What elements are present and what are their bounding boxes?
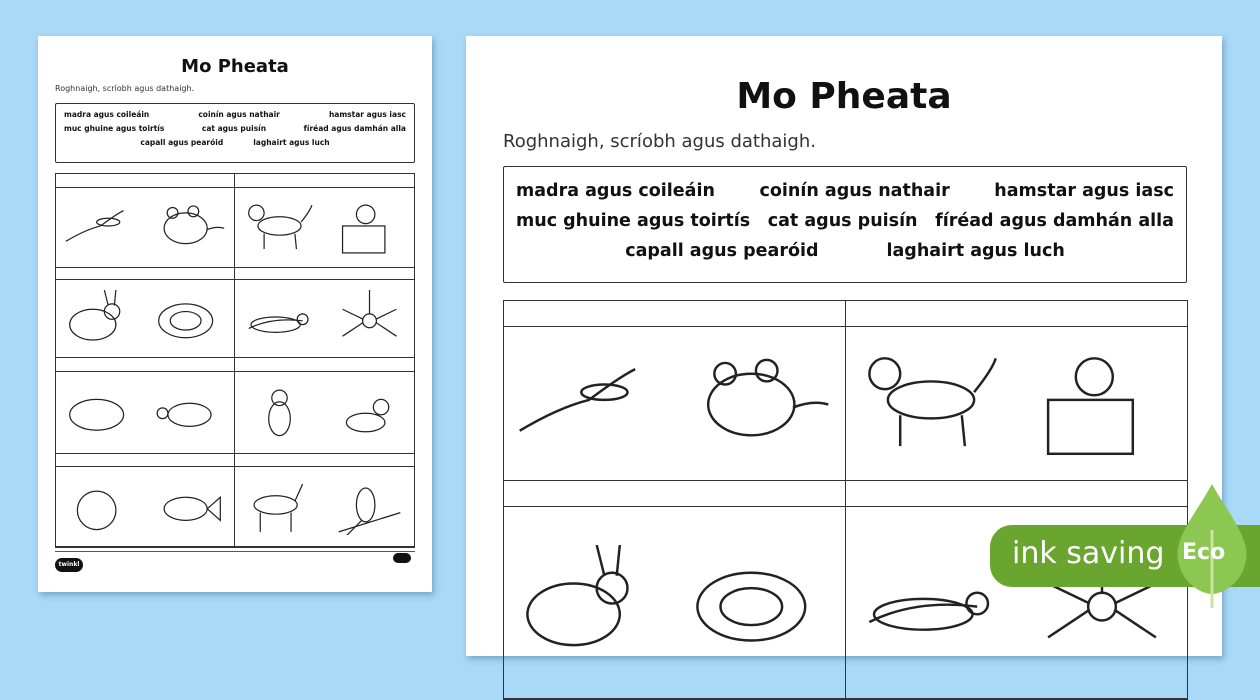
picture-cell [56,188,235,268]
picture-grid [55,173,415,548]
puppy-drawing [1025,346,1179,462]
lizard-drawing [512,346,666,462]
name-write-box[interactable] [504,301,846,327]
word: capall agus pearóid [625,241,819,261]
word: madra agus coileáin [516,181,715,201]
guinea-pig-drawing [62,384,139,442]
word: cat agus puisín [767,211,918,231]
mouse-drawing [682,346,836,462]
picture-cell [846,327,1188,481]
name-write-box[interactable] [235,454,414,467]
twinkl-logo: twinkl [55,558,83,572]
name-write-box[interactable] [504,481,846,507]
picture-cell [235,372,414,454]
ferret-drawing [241,290,318,348]
picture-cell [235,467,414,547]
word: hamstar agus iasc [994,181,1174,201]
rabbit-drawing [62,290,139,348]
tortoise-drawing [151,384,228,442]
dog-drawing [241,199,318,257]
name-write-box[interactable] [56,454,235,467]
name-write-box[interactable] [235,268,414,280]
fish-drawing [151,478,228,536]
word: muc ghuine agus toirtís [64,124,165,133]
word: fíréad agus damhán alla [303,124,406,133]
ink-saving-label: ink saving [1012,536,1165,571]
rabbit-drawing [512,545,666,661]
dog-drawing [854,346,1008,462]
page-title: Mo Pheata [181,56,289,77]
picture-grid [503,300,1188,700]
picture-cell [504,507,846,699]
picture-cell [56,467,235,547]
lizard-drawing [62,199,139,257]
parrot-drawing [331,478,408,536]
name-write-box[interactable] [56,174,235,188]
snake-drawing [151,290,228,348]
cat-drawing [241,384,318,442]
word: muc ghuine agus toirtís [516,211,751,231]
word: laghairt agus luch [253,138,330,147]
horse-drawing [241,478,318,536]
name-write-box[interactable] [56,268,235,280]
instruction: Roghnaigh, scríobh agus dathaigh. [55,84,195,93]
picture-cell [56,372,235,454]
page-title: Mo Pheata [736,76,952,117]
word: coinín agus nathair [198,110,280,119]
name-write-box[interactable] [56,358,235,372]
word: madra agus coileáin [64,110,150,119]
word-bank [503,166,1187,283]
name-write-box[interactable] [235,174,414,188]
hamster-drawing [62,478,139,536]
spider-drawing [331,290,408,348]
word: cat agus puisín [201,124,267,133]
puppy-drawing [331,199,408,257]
picture-cell [235,188,414,268]
twinkl-logo-small [393,553,411,563]
kitten-drawing [331,384,408,442]
picture-cell [56,280,235,358]
word: fíréad agus damhán alla [935,211,1174,231]
word: coinín agus nathair [759,181,950,201]
mouse-drawing [151,199,228,257]
name-write-box[interactable] [846,481,1188,507]
word: capall agus pearóid [140,138,224,147]
word-bank [55,103,415,163]
name-write-box[interactable] [235,358,414,372]
worksheet-thumbnail [38,36,432,592]
ferret-drawing [854,545,1008,661]
instruction: Roghnaigh, scríobh agus dathaigh. [503,131,816,152]
word: laghairt agus luch [886,241,1065,261]
eco-label: Eco [1182,540,1226,565]
picture-cell [504,327,846,481]
picture-cell [235,280,414,358]
word: hamstar agus iasc [328,110,406,119]
snake-drawing [682,545,836,661]
name-write-box[interactable] [846,301,1188,327]
